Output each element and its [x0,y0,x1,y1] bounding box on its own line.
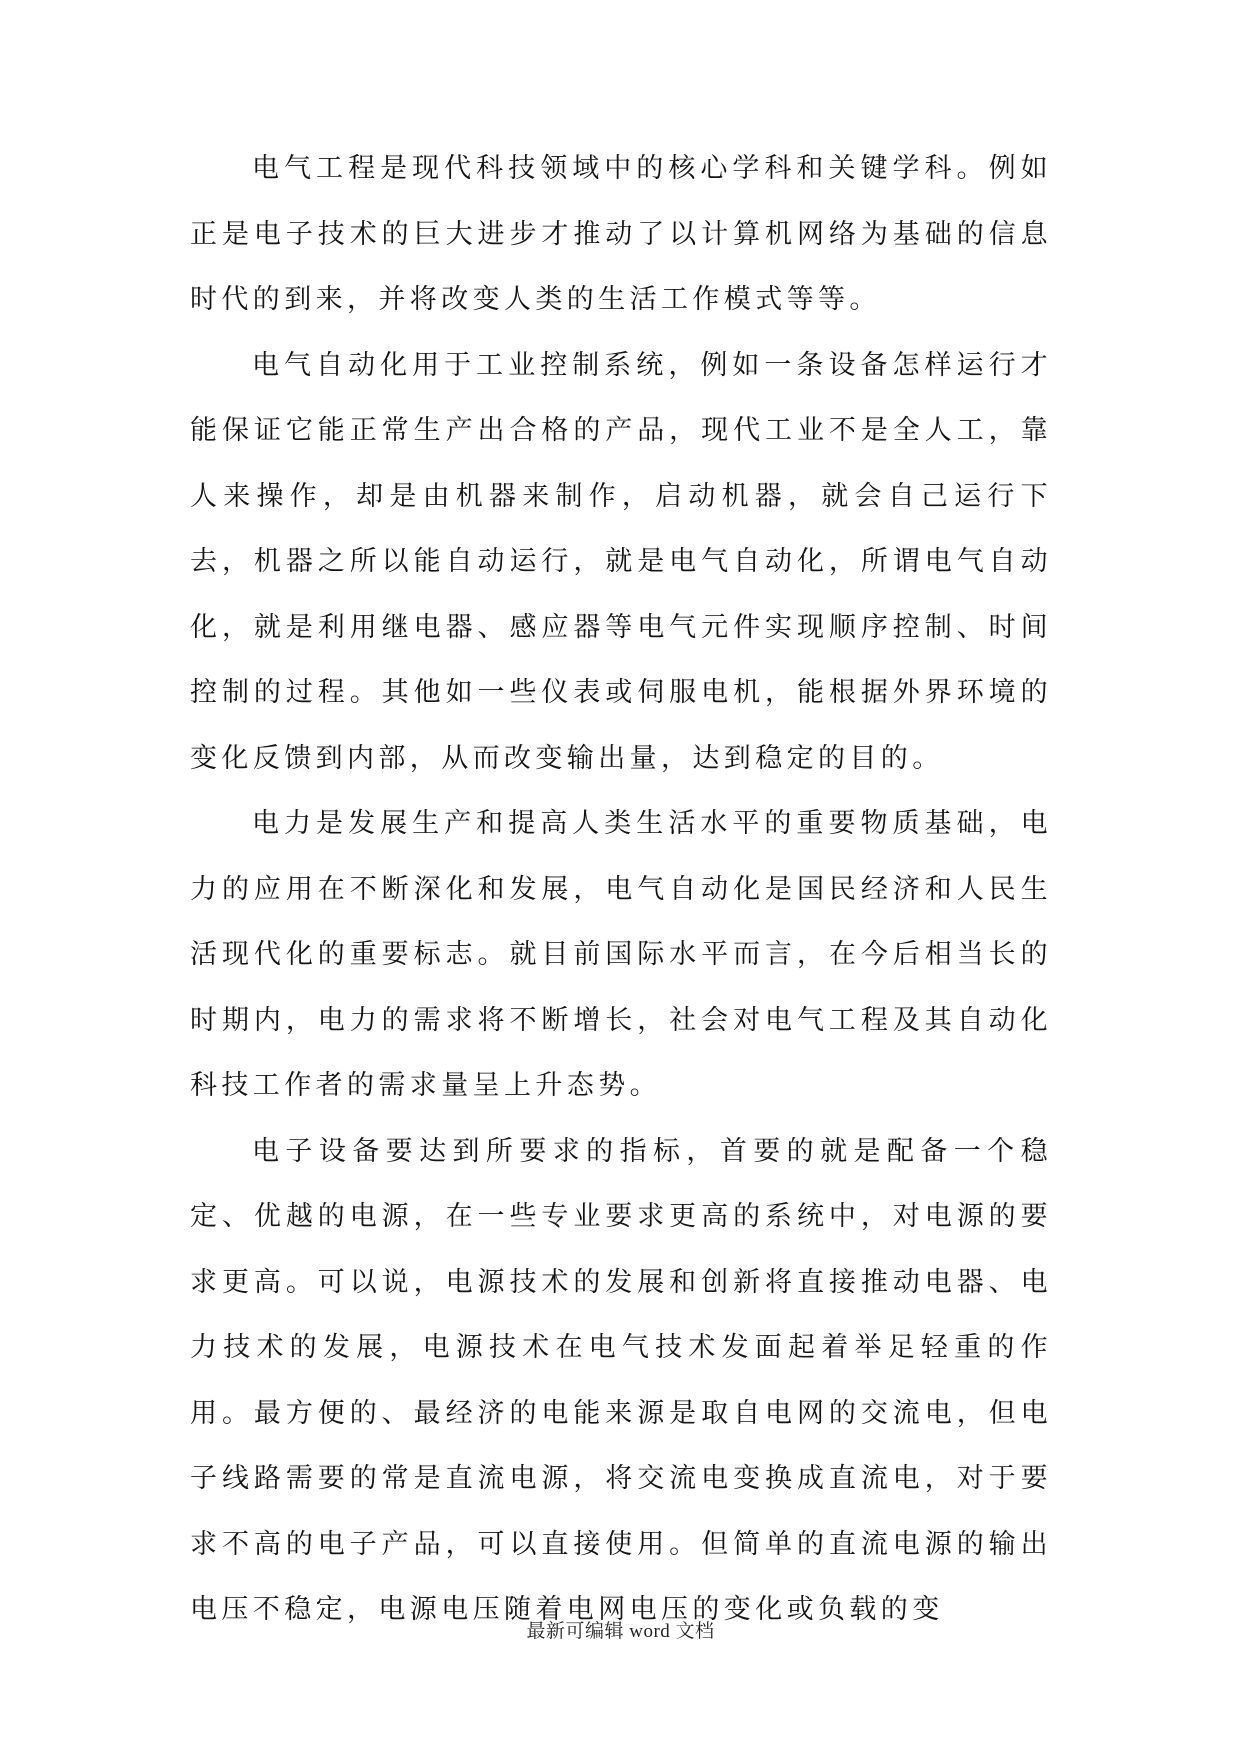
paragraph-electrical-engineering: 电气工程是现代科技领域中的核心学科和关键学科。例如正是电子技术的巨大进步才推动了以计算机网络为基础的信息时代的到来，并将改变人类的生活工作模式等等。 [190,153,1052,315]
paragraph-electric-power: 电力是发展生产和提高人类生活水平的重要物质基础，电力的应用在不断深化和发展，电气自动化是国民经济和人民生活现代化的重要标志。就目前国际水平而言，在今后相当长的时期内，电力的需求将不断增长，社会对电气工程及其自动化科技工作者的需求量呈上升态势。 [190,808,1052,1101]
page-footer: 最新可编辑 word 文档 [526,1621,715,1642]
document-body [190,136,1052,1643]
paragraph-electrical-automation: 电气自动化用于工业控制系统，例如一条设备怎样运行才能保证它能正常生产出合格的产品，现代工业不是全人工，靠人来操作，却是由机器来制作，启动机器，就会自己运行下去，机器之所以能自动运行，就是电气自动化，所谓电气自动化，就是利用继电器、感应器等电气元件实现顺序控制、时间控制的过程。其他如一些仪表或伺服电机，能根据外界环境的变化反馈到内部，从而改变输出量，达到稳定的目的。 [190,349,1052,774]
paragraph-power-supply: 电子设备要达到所要求的指标，首要的就是配备一个稳定、优越的电源，在一些专业要求更高的系统中，对电源的要求更高。可以说，电源技术的发展和创新将直接推动电器、电力技术的发展，电源技术在电气技术发面起着举足轻重的作用。最方便的、最经济的电能来源是取自电网的交流电，但电子线路需要的常是直流电源，将交流电变换成直流电，对于要求不高的电子产品，可以直接使用。但简单的直流电源的输出电压不稳定，电源电压随着电网电压的变化或负载的变 [190,1135,1052,1625]
